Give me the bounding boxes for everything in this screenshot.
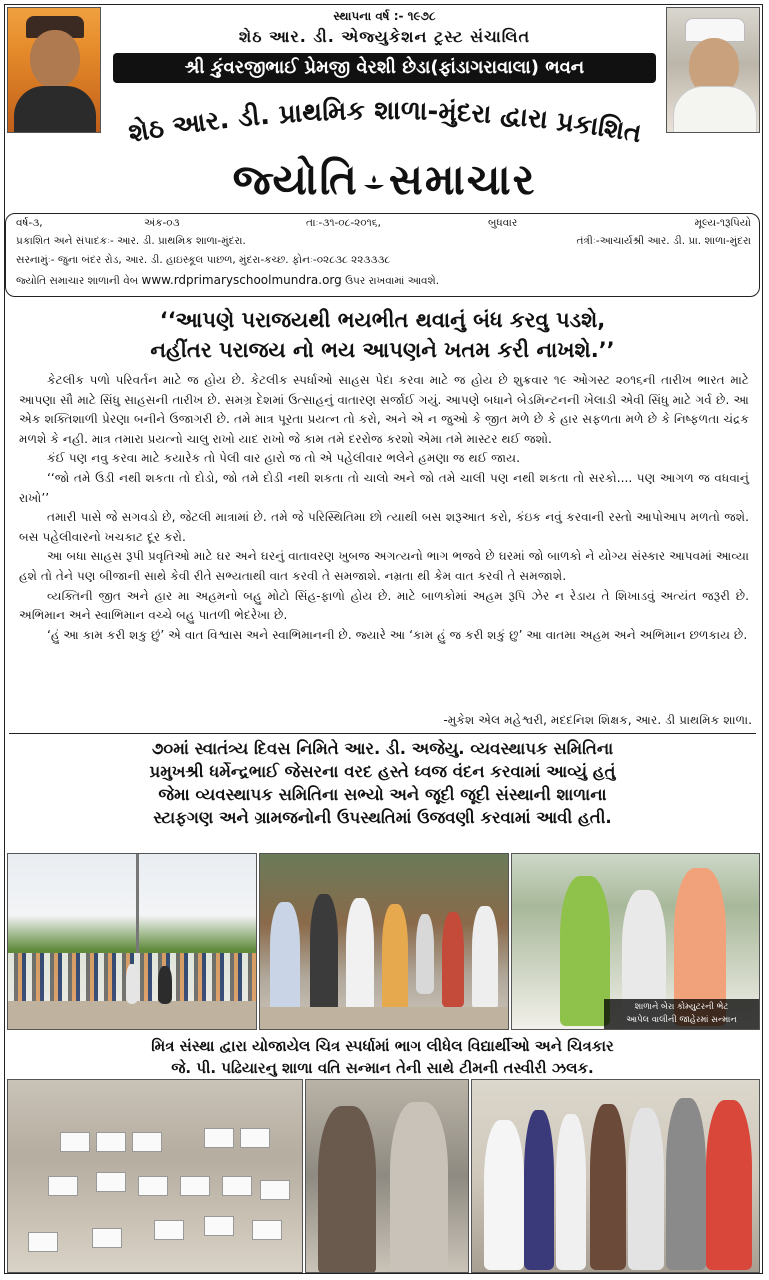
newspaper-title xyxy=(5,155,763,205)
independence-day-news xyxy=(5,737,760,829)
editor-line: તંત્રીઃ-આચાર્યશ્રી આર. ડી. પ્રા. શાળા-મુંદરા xyxy=(576,235,751,247)
diya-lamp-icon xyxy=(363,174,385,192)
caption-line-1: મિત્ર સંસ્થા દ્વારા યોજાયેલ ચિત્ર સ્પર્ધામાં ભાગ લીધેલ વિદ્યાર્થીઓ અને ચિત્રકાર xyxy=(151,1037,614,1055)
article-paragraph: ‘હું આ કામ કરી શકુ છું’ એ વાત વિશ્વાસ અને સ્વાભિમાનની છે. જ્યારે આ ‘કામ હું જ કરી શકું છુ’ આ વાતમા અહમ અને અભિમાન છળકાય છે. xyxy=(47,627,748,642)
article-paragraph: ‘‘જો તમે ઉડી નથી શકતા તો દોડો, જો તમે દોડી નથી શકતા તો ચાલો અને જો તમે ચાલી પણ નથી શકતા તો સરકો.... પણ આગળ જ વધવાનું રાખો’’ xyxy=(19,470,749,505)
established-year: સ્થાપના વર્ષ :- ૧૯૭૮ xyxy=(333,9,436,23)
article-paragraph: કંઈ પણ નવુ કરવા માટે કયારેક તો પેલી વાર હારો જ તો એ પહેલીવાર ભલેને હમણા જ થઈ જાય. xyxy=(47,451,521,466)
address-line: સરનામુંઃ- જુના બંદર રોડ, આર. ડી. હાઇસ્કૂલ પાછળ, મુંદરા-કચ્છ. ફોનઃ-૦૨૮૩૮ ૨૨૩૩૩૮ xyxy=(16,254,391,266)
artist-honour-photo xyxy=(305,1079,469,1273)
publisher-line: પ્રકાશિત અને સંપાદકઃ- આર. ડી. પ્રાથમિક શાળા-મુંદરા. xyxy=(16,235,246,247)
newspaper-page xyxy=(4,4,763,1274)
article-paragraph: કેટલીક પળો પરિવર્તન માટે જ હોય છે. કેટલીક સ્પર્ધાઓ સાહસ પેદા કરવા માટે જ હોય છે શુક્રવાર ૧૯ ઓગસ્ટ ૨૦૧૬ની તારીખ ભારત માટે આપણા સૌ માટે સિંધુ સાહસની તારીખ છે. સમગ્ર દેશમાં ઉત્સાહનું વાતારણ સર્જાઈ ગયું. આપણે બધાને બેડમિન્ટનની ખેલાડી એવી સિંધુ માટે ગર્વ છે. આ એક શક્તિશાળી પ્રેરણા બનીને ઉજાગરી છે. તમે માત્ર પૂરતા પ્રયત્ન તો કરો, અને એ ન જુઓ કે જીત મળે છે કે હાર સફળતા મળે છે કે નિષ્ફળતા ચંદ્રક મળશે કે નહી. માત્ર તમારા પ્રયત્નો ચાલુ રાખો યાદ રાખો જે કામ તમે દરરોજ કરશો એમા તમે માસ્ટર થઈ જશો. xyxy=(19,373,749,446)
news-line-2: પ્રમુખશ્રી ધર્મેન્દ્રભાઈ જેસરના વરદ હસ્તે ધ્વજ વંદન કરવામાં આવ્યું હતું xyxy=(149,762,616,781)
photo-caption-line-1: શાળાને બેરા કોમ્યુટરની ભેટ xyxy=(634,1002,729,1012)
caption-line-2: જે. પી. પઢિયારનુ શાળા વતિ સન્માન તેની સાથે ટીમની તસ્વીરી ઝલક. xyxy=(171,1059,594,1077)
honouring-parent-photo xyxy=(511,853,760,1030)
issue-info-box xyxy=(5,213,760,297)
team-group-photo xyxy=(471,1079,760,1273)
crowd-ceremony-photo xyxy=(259,853,509,1030)
trust-name: શેઠ આર. ડી. એજ્યુકેશન ટ્રસ્ટ સંચાલિત xyxy=(238,27,531,46)
issue-date: તાઃ-૩૧-૦૮-૨૦૧૬, xyxy=(306,217,381,229)
website-line xyxy=(16,273,439,288)
issue-day: બુધવાર xyxy=(488,217,518,229)
bhavan-name: શ્રી કુંવરજીભાઈ પ્રેમજી વેરશી છેડા(ફાંડાગરાવાલા) ભવન xyxy=(113,53,656,83)
published-by-arc xyxy=(5,85,763,165)
web-prefix: જ્યોતિ સમાચાર શાળાની વેબ xyxy=(16,275,139,287)
issue-year: વર્ષ-૩, xyxy=(16,217,43,229)
students-certificates-photo xyxy=(7,1079,303,1273)
news-line-4: સ્ટાફગણ અને ગ્રામજનોની ઉપસ્થતિમાં ઉજવણી કરવામાં આવી હતી. xyxy=(153,808,612,827)
article-paragraph: વ્યક્તિની જીત અને હાર મા અહમનો બહુ મોટો સિંહ-ફાળો હોય છે. માટે બાળકોમાં અહમ રૂપિ ઝેર ન રેડાય તે શિખાડવું અત્યંત જરૂરી છે. અભિમાન અને સ્વાભિમાન વચ્ચે બહુ પાતળી ભેદરેખા છે. xyxy=(19,588,749,623)
divider xyxy=(9,733,756,734)
published-by-text: શેઠ આર. ડી. પ્રાથમિક શાળા-મુંદરા દ્વારા પ્રકાશિત xyxy=(126,95,644,150)
news-line-3: જેમા વ્યવસ્થાપક સમિતિના સભ્યો અને જૂદી જૂદી સંસ્થાની શાળાના xyxy=(158,785,607,804)
svg-text:શેઠ આર. ડી. પ્રાથમિક શાળા-મુંદ xyxy=(126,96,643,149)
article-signature: -મુકેશ એલ મહેશ્વરી, મદદનિશ શિક્ષક, આર. ડી પ્રાથમિક શાળા. xyxy=(443,713,752,727)
title-right: સમાચાર xyxy=(388,155,537,204)
issue-number: અંક-૦૩ xyxy=(144,217,180,229)
web-suffix: ઉપર રાખવામાં આવશે. xyxy=(345,275,440,287)
website-link[interactable]: www.rdprimaryschoolmundra.org xyxy=(141,273,342,287)
article-paragraph: તમારી પાસે જે સગવડો છે, જેટલી માત્રામાં છે. તમે જે પરિસ્થિતિમા છો ત્યાથી બસ શરૂઆત કરો, કંઇક નવું કરવાની રસ્તો આપોઆપ મળતો જશે. બસ પહેલીવારનો ખચકાટ દૂર કરો. xyxy=(19,510,749,544)
article-paragraph: આ બધા સાહસ રૂપી પ્રવૃતિઓ માટે ઘર અને ઘરનું વાતાવરણ ખુબજ અગત્યનો ભાગ ભજવે છે ઘરમાં જો બાળકો ને યોગ્ય સંસ્કાર આપવમાં આવ્યા હશે તો તેને પણ બીજાની સાથે કેવી રીતે સભ્યતાથી વાત કરવી તે સમજાશે. નમ્રતા થી કેમ વાત કરવી તે સમજાશે. xyxy=(19,549,749,583)
title-left: જ્યોતિ xyxy=(232,155,359,204)
quote-line-2: નહીંતર પરાજય નો ભય આપણને ખતમ કરી નાખશે.’’ xyxy=(150,338,615,362)
photo-caption xyxy=(604,999,759,1029)
article-body xyxy=(19,371,749,645)
news-line-1: ૭૦માં સ્વાતંત્ર્ય દિવસ નિમિતે આર. ડી. અજેયુ. વ્યવસ્થાપક સમિતિના xyxy=(151,739,614,758)
flag-hoisting-photo xyxy=(7,853,257,1030)
drawing-competition-caption xyxy=(5,1035,760,1079)
photo-caption-line-2: આપેલ વાલીની જાહેરમાં સન્માન xyxy=(626,1015,737,1025)
quote-line-1: ‘‘આપણે પરાજયથી ભયભીત થવાનું બંધ કરવુ પડશે, xyxy=(159,308,606,332)
headline-quote xyxy=(5,305,760,365)
issue-price: મૂલ્ય-૧રૂપિયો xyxy=(694,217,751,229)
